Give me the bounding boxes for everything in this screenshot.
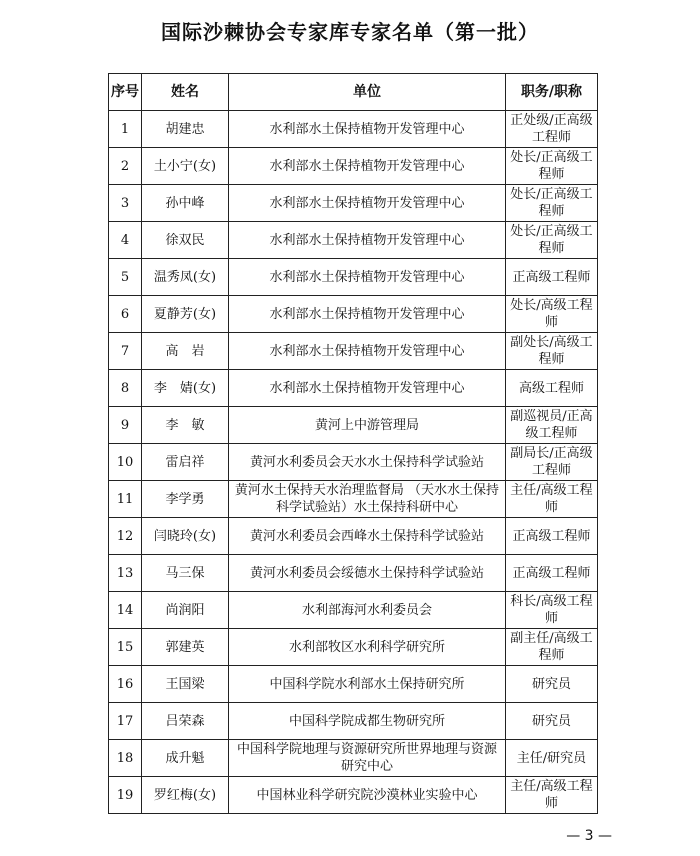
cell-index: 4 (109, 222, 142, 259)
cell-name: 马三保 (142, 555, 229, 592)
cell-name: 夏静芳(女) (142, 296, 229, 333)
cell-name: 李学勇 (142, 481, 229, 518)
cell-unit: 黄河水利委员会西峰水土保持科学试验站 (229, 518, 506, 555)
cell-title: 副处长/高级工程师 (506, 333, 598, 370)
cell-title: 正高级工程师 (506, 555, 598, 592)
cell-index: 1 (109, 111, 142, 148)
table-row (109, 740, 598, 777)
cell-title: 处长/高级工程师 (506, 296, 598, 333)
cell-unit: 水利部水土保持植物开发管理中心 (229, 333, 506, 370)
table-row (109, 259, 598, 296)
table-row (109, 222, 598, 259)
cell-name: 尚润阳 (142, 592, 229, 629)
table-row (109, 592, 598, 629)
header-name: 姓名 (142, 74, 229, 111)
header-unit: 单位 (229, 74, 506, 111)
cell-title: 副主任/高级工程师 (506, 629, 598, 666)
cell-unit: 水利部水土保持植物开发管理中心 (229, 222, 506, 259)
table-row (109, 185, 598, 222)
cell-title: 处长/正高级工程师 (506, 222, 598, 259)
cell-title: 主任/高级工程师 (506, 777, 598, 814)
cell-index: 16 (109, 666, 142, 703)
cell-index: 10 (109, 444, 142, 481)
expert-list-table (108, 73, 598, 814)
cell-name: 成升魁 (142, 740, 229, 777)
cell-unit: 中国科学院水利部水土保持研究所 (229, 666, 506, 703)
cell-unit: 中国科学院地理与资源研究所世界地理与资源研究中心 (229, 740, 506, 777)
table-row (109, 444, 598, 481)
cell-name: 雷启祥 (142, 444, 229, 481)
cell-index: 5 (109, 259, 142, 296)
cell-index: 15 (109, 629, 142, 666)
table-row (109, 148, 598, 185)
cell-name: 徐双民 (142, 222, 229, 259)
cell-name: 胡建忠 (142, 111, 229, 148)
cell-title: 主任/研究员 (506, 740, 598, 777)
cell-name: 土小宁(女) (142, 148, 229, 185)
cell-title: 科长/高级工程师 (506, 592, 598, 629)
table-row (109, 703, 598, 740)
cell-name: 王国梁 (142, 666, 229, 703)
cell-index: 7 (109, 333, 142, 370)
header-title: 职务/职称 (506, 74, 598, 111)
cell-title: 正处级/正高级工程师 (506, 111, 598, 148)
cell-index: 19 (109, 777, 142, 814)
table-row (109, 555, 598, 592)
table-row (109, 666, 598, 703)
cell-unit: 水利部水土保持植物开发管理中心 (229, 148, 506, 185)
cell-unit: 水利部水土保持植物开发管理中心 (229, 259, 506, 296)
table-row (109, 481, 598, 518)
cell-unit: 水利部水土保持植物开发管理中心 (229, 111, 506, 148)
cell-name: 闫晓玲(女) (142, 518, 229, 555)
cell-title: 处长/正高级工程师 (506, 185, 598, 222)
cell-title: 高级工程师 (506, 370, 598, 407)
cell-unit: 水利部水土保持植物开发管理中心 (229, 185, 506, 222)
cell-name: 吕荣森 (142, 703, 229, 740)
cell-title: 研究员 (506, 666, 598, 703)
cell-index: 11 (109, 481, 142, 518)
table-row (109, 629, 598, 666)
cell-index: 2 (109, 148, 142, 185)
cell-index: 14 (109, 592, 142, 629)
table-header-row (109, 74, 598, 111)
cell-name: 李 婧(女) (142, 370, 229, 407)
page-number: — 3 — (566, 828, 612, 844)
cell-unit: 中国林业科学研究院沙漠林业实验中心 (229, 777, 506, 814)
cell-unit: 黄河水利委员会天水水土保持科学试验站 (229, 444, 506, 481)
table-row (109, 111, 598, 148)
table-row (109, 370, 598, 407)
cell-title: 处长/正高级工程师 (506, 148, 598, 185)
cell-title: 研究员 (506, 703, 598, 740)
cell-index: 12 (109, 518, 142, 555)
cell-unit: 水利部水土保持植物开发管理中心 (229, 370, 506, 407)
cell-title: 副局长/正高级工程师 (506, 444, 598, 481)
table-row (109, 333, 598, 370)
cell-name: 高 岩 (142, 333, 229, 370)
cell-index: 8 (109, 370, 142, 407)
cell-index: 17 (109, 703, 142, 740)
table-row (109, 296, 598, 333)
cell-unit: 黄河上中游管理局 (229, 407, 506, 444)
cell-unit: 中国科学院成都生物研究所 (229, 703, 506, 740)
cell-index: 6 (109, 296, 142, 333)
cell-title: 主任/高级工程师 (506, 481, 598, 518)
header-index: 序号 (109, 74, 142, 111)
cell-index: 9 (109, 407, 142, 444)
cell-title: 正高级工程师 (506, 259, 598, 296)
cell-title: 副巡视员/正高级工程师 (506, 407, 598, 444)
cell-name: 孙中峰 (142, 185, 229, 222)
cell-name: 温秀凤(女) (142, 259, 229, 296)
cell-index: 3 (109, 185, 142, 222)
cell-name: 郭建英 (142, 629, 229, 666)
document-title: 国际沙棘协会专家库专家名单（第一批） (161, 20, 539, 44)
table-row (109, 518, 598, 555)
cell-title: 正高级工程师 (506, 518, 598, 555)
cell-unit: 水利部海河水利委员会 (229, 592, 506, 629)
cell-index: 13 (109, 555, 142, 592)
cell-name: 罗红梅(女) (142, 777, 229, 814)
cell-name: 李 敏 (142, 407, 229, 444)
cell-index: 18 (109, 740, 142, 777)
cell-unit: 黄河水土保持天水治理监督局 （天水水土保持科学试验站）水土保持科研中心 (229, 481, 506, 518)
cell-unit: 水利部牧区水利科学研究所 (229, 629, 506, 666)
table-row (109, 777, 598, 814)
cell-unit: 黄河水利委员会绥德水土保持科学试验站 (229, 555, 506, 592)
table-row (109, 407, 598, 444)
cell-unit: 水利部水土保持植物开发管理中心 (229, 296, 506, 333)
